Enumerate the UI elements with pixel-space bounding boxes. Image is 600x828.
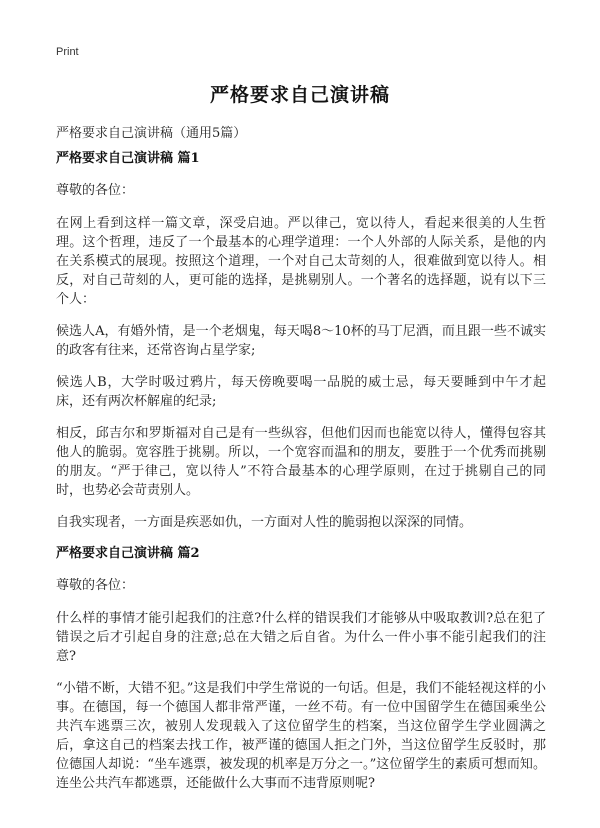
paragraph: 什么样的事情才能引起我们的注意?什么样的错误我们才能够从中吸取教训?总在犯了错误之后才引起自身的注意;总在大错之后自省。为什么一件小事不能引起我们的注意?: [56, 611, 546, 664]
section-2: [56, 545, 546, 793]
paragraph: 在网上看到这样一篇文章，深受启迪。严以律己，宽以待人，看起来很美的人生哲理。这个哲理，违反了一个最基本的心理学道理：一个人外部的人际关系，是他的内在关系模式的展现。按照这个道理，一个对自己太苛刻的人，很难做到宽以待人。相反，对自己苛刻的人，更可能的选择，是挑剔别人。一个著名的选择题，说有以下三个人：: [56, 216, 546, 307]
document-body: [56, 150, 546, 806]
paragraph: 自我实现者，一方面是疾恶如仇，一方面对人性的脆弱抱以深深的同情。: [56, 515, 473, 530]
print-link[interactable]: Print: [56, 46, 79, 58]
greeting: 尊敬的各位：: [56, 183, 135, 198]
paragraph: “小错不断，大错不犯。”这是我们中学生常说的一句话。但是，我们不能轻视这样的小事。在德国，每一个德国人都非常严谨，一丝不苟。有一位中国留学生在德国乘坐公共汽车逃票三次，被别人发现载入了这位留学生的档案，当这位留学生学业圆满之后，拿这自己的档案去找工作，被严谨的德国人拒之门外，当这位留学生反驳时，那位德国人却说：“坐车逃票，被发现的机率是万分之一。”这位留学生的素质可想而知。连坐公共汽车都逃票，还能做什么大事而不违背原则呢?: [56, 681, 546, 791]
section-heading: 严格要求自己演讲稿 篇2: [56, 546, 200, 561]
paragraph: 候选人B，大学时吸过鸦片，每天傍晚要喝一品脱的威士忌，每天要睡到中午才起床，还有两次杯解雇的纪录;: [56, 375, 546, 409]
paragraph: 候选人A，有婚外情，是一个老烟鬼，每天喝8～10杯的马丁尼酒，而且跟一些不诚实的政客有往来，还常咨询占星学家;: [56, 324, 546, 358]
greeting: 尊敬的各位：: [56, 578, 135, 593]
document-subtitle: 严格要求自己演讲稿（通用5篇）: [56, 126, 247, 141]
section-1: [56, 150, 546, 532]
page-title: 严格要求自己演讲稿: [209, 84, 390, 106]
paragraph: 相反，邱吉尔和罗斯福对自己是有一些纵容，但他们因而也能宽以待人，懂得包容其他人的脆弱。宽容胜于挑剔。所以，一个宽容而温和的朋友，要胜于一个优秀而挑剔的朋友。“严于律己，宽以待人”不符合最基本的心理学原则，在过于挑剔自己的同时，也势必会苛责别人。: [56, 426, 546, 498]
section-heading: 严格要求自己演讲稿 篇1: [56, 151, 200, 166]
